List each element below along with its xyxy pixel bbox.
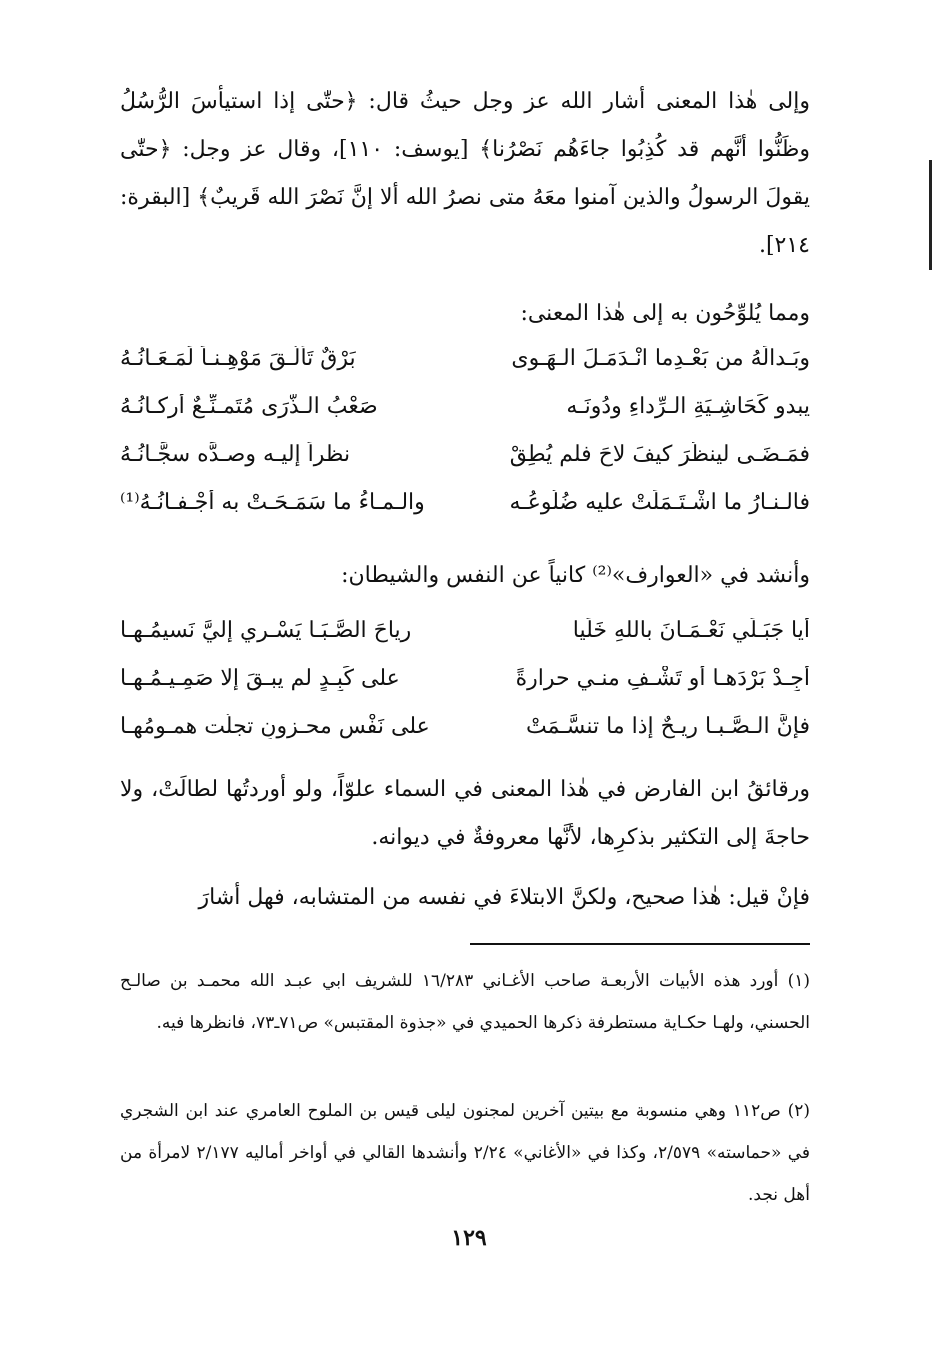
verse-second-hemistich: رياحَ الصَّـبَـا يَسْـري إليَّ نَسيمُـهـا [120,617,412,643]
verse-first-hemistich: أيا جَبَـلَي نَعْـمَـانَ باللهِ خَلِّيا [572,617,810,643]
verse-line [120,334,810,382]
poem-block-2 [120,606,810,750]
verse-first-hemistich: فإنَّ الـصَّـبـا ريـحٌ إذا ما تنسَّـمَتْ [526,713,810,739]
verse-second-hemistich: على كَبِـدٍ لم يبـقَ إلا صَمِـيـمُـهـا [120,665,400,691]
verse-first-hemistich: أَجِـدْ بَرْدَهـا أو تَشْـفِ منـي حرارةً [515,665,810,691]
verse-line [120,430,810,478]
verse-first-hemistich: فمَـضَـى لينظُرَ كيفَ لاحَ فلم يُطِقْ [509,441,810,467]
verse-line [120,606,810,654]
margin-scan-mark [929,160,932,270]
paragraph-quran-citation: وإلى هٰذا المعنى أشار الله عز وجل حيثُ قال: ﴿حتّٰى إذا استيأسَ الرُّسُلُ وظَنُّوا أنَّهم قد كُذِبُوا جاءَهُم نَصْرُنا﴾ [يوسف: ١١٠]، وقال عز وجل: ﴿حتّٰى يقولَ الرسولُ والذين آمنوا معَهُ متى نصرُ الله ألا إنَّ نَصْرَ الله قَريبٌ﴾ [البقرة: ٢١٤]. [120,89,811,258]
paragraph-intro-verses: ومما يُلوِّحُون به إلى هٰذا المعنى: [520,301,810,326]
verse-first-hemistich: وبَـدالَهُ من بَعْـدِما انْـدَمَـلَ الـهَـوى [511,345,810,371]
verse-line [120,654,810,702]
verse-second-hemistich: نظراً إليـه وصـدَّه سجَّـانُـهُ [120,441,351,467]
page-number: ١٢٩ [451,1225,487,1251]
footnote-2: (٢) ص١١٢ وهي منسوبة مع بيتين آخرين لمجنون ليلى قيس بن الملوح العامري عند ابن الشجري في «حماسته» ٢/٥٧٩، وكذا في «الأغاني» ٢/٢٤ وأنشدها القالي في أواخر أماليه ٢/١٧٧ لامرأة من أهل نجد. [120,1101,810,1205]
paragraph-objection: فإنْ قيل: هٰذا صحيح، ولكنَّ الابتلاءَ في نفسه من المتشابه، فهل أشارَ [198,885,810,910]
poem-block-1 [120,334,810,526]
verse-second-hemistich: على نَفْسِ محـزونٍ تجلَّت همـومُهـا [120,713,430,739]
paragraph-awarif-intro: وأنشد في «العوارف»⁽²⁾ كانياً عن النفس والشيطان: [341,563,810,588]
verse-line [120,382,810,430]
verse-second-hemistich: صَعْبُ الـذُّرَى مُتَمـنِّـعٌ أركـانُـهُ [120,393,378,419]
verse-line [120,478,810,526]
paragraph-ibn-alfarid: ورقائقُ ابن الفارض في هٰذا المعنى في السماء علوّاً، ولو أوردتُها لطالَتْ، ولا حاجةَ إلى التكثير بذكرِها، لأنَّها معروفةٌ في ديوانه. [120,777,810,850]
footnote-divider [470,943,810,945]
verse-line [120,702,810,750]
verse-second-hemistich: والـمـاءُ ما سَمَـحَـتْ به أجْـفـانُـهُ⁽¹⁾ [120,489,425,515]
verse-second-hemistich: بَرْقٌ تَأَلَّـقَ مَوْهِـنـاً لَمَـعَـانُـهُ [120,345,356,371]
verse-first-hemistich: يبدو كَحَاشِـيَةِ الـرِّداءِ ودُونَـه [566,393,810,419]
verse-first-hemistich: فالـنـارُ ما اشْـتَـمَلَتْ عليه ضُلُوعُـه [509,489,810,515]
footnote-1: (١) أورد هذه الأبيات الأربعـة صاحب الأغـاني ١٦/٢٨٣ للشريف ابي عبـد الله محمـد بن صالـح الحسني، ولهـا حكـاية مستطرفة ذكرها الحميدي في «جذوة المقتبس» ص٧١ـ٧٣، فانظرها فيه. [120,971,810,1033]
